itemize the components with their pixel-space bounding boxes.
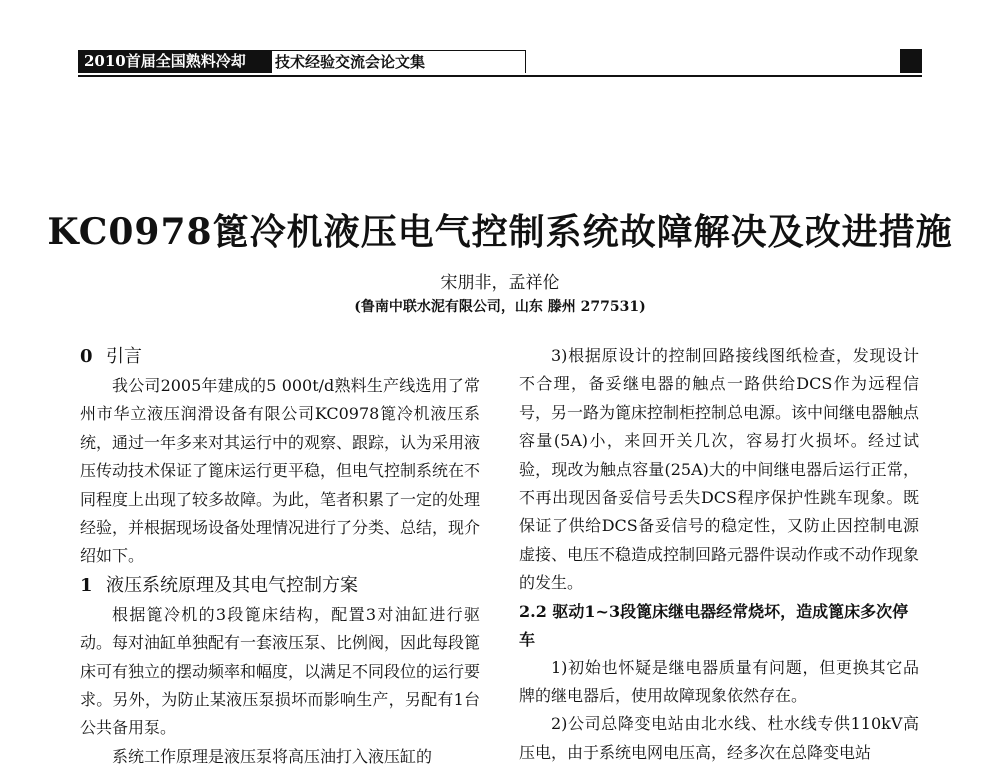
section-title: 液压系统原理及其电气控制方案 <box>106 574 358 596</box>
section-2-2-heading: 2.2 驱动1~3段篦床继电器经常烧坏，造成篦床多次停车 <box>519 601 909 649</box>
item-1-paragraph: 1)初始也怀疑是继电器质量有问题，但更换其它品牌的继电器后，使用故障现象依然存在。 <box>519 657 919 706</box>
left-column <box>80 342 480 771</box>
section-1-heading <box>80 571 480 601</box>
item-2-paragraph: 2)公司总降变电站由北水线、杜水线专供110kV高压电，由于系统电网电压高，经多次在总降变电站 <box>519 714 919 762</box>
item-3-paragraph: 3)根据原设计的控制回路接线图纸检查，发现设计不合理，备妥继电器的触点一路供给DCS作为远程信号，另一路为篦床控制柜控制总电源。该中间继电器触点容量(5A)小，来回开关几次，容易打火损坏。经过试验，现改为触点容量(25A)大的中间继电器后运行正常，不再出现因备妥信号丢失DCS程序保护性跳车现象。既保证了供给DCS备妥信号的稳定性，又防止因控制电源虚接、电压不稳造成控制回路元器件误动作或不动作现象的发生。 <box>519 346 920 593</box>
header-dark-label: 2010首届全国熟料冷却 <box>78 50 271 73</box>
section-0-heading <box>80 342 480 372</box>
journal-header <box>78 49 922 77</box>
cut-paragraph: 系统工作原理是液压泵将高压油打入液压缸的 <box>112 746 433 766</box>
paper-title: KC0978篦冷机液压电气控制系统故障解决及改进措施 <box>47 211 953 253</box>
section-number: 0 <box>80 346 93 367</box>
paper-authors: 宋朋非，孟祥伦 <box>440 273 560 293</box>
intro-paragraph: 我公司2005年建成的5 000t/d熟料生产线选用了常州市华立液压润滑设备有限公司KC0978篦冷机液压系统，通过一年多来对其运行中的观察、跟踪，认为采用液压传动技术保证了篦床运行更平稳，但电气控制系统在不同程度上出现了较多故障。为此，笔者积累了一定的处理经验，并根据现场设备处理情况进行了分类、总结，现介绍如下。 <box>80 376 481 566</box>
paper-affiliation: (鲁南中联水泥有限公司，山东 滕州 277531) <box>354 299 646 315</box>
section-number: 1 <box>80 574 93 596</box>
header-light-label: 技术经验交流会论文集 <box>271 50 526 73</box>
section-title: 引言 <box>106 346 142 367</box>
section-1-paragraph: 根据篦冷机的3段篦床结构，配置3对油缸进行驱动。每对油缸单独配有一套液压泵、比例阀，因此每段篦床可有独立的摆动频率和幅度，以满足不同段位的运行要求。另外，为防止某液压泵损坏而影响生产，另配有1台公共备用泵。 <box>80 604 481 738</box>
right-column <box>519 342 919 767</box>
header-square-mark <box>900 49 922 73</box>
